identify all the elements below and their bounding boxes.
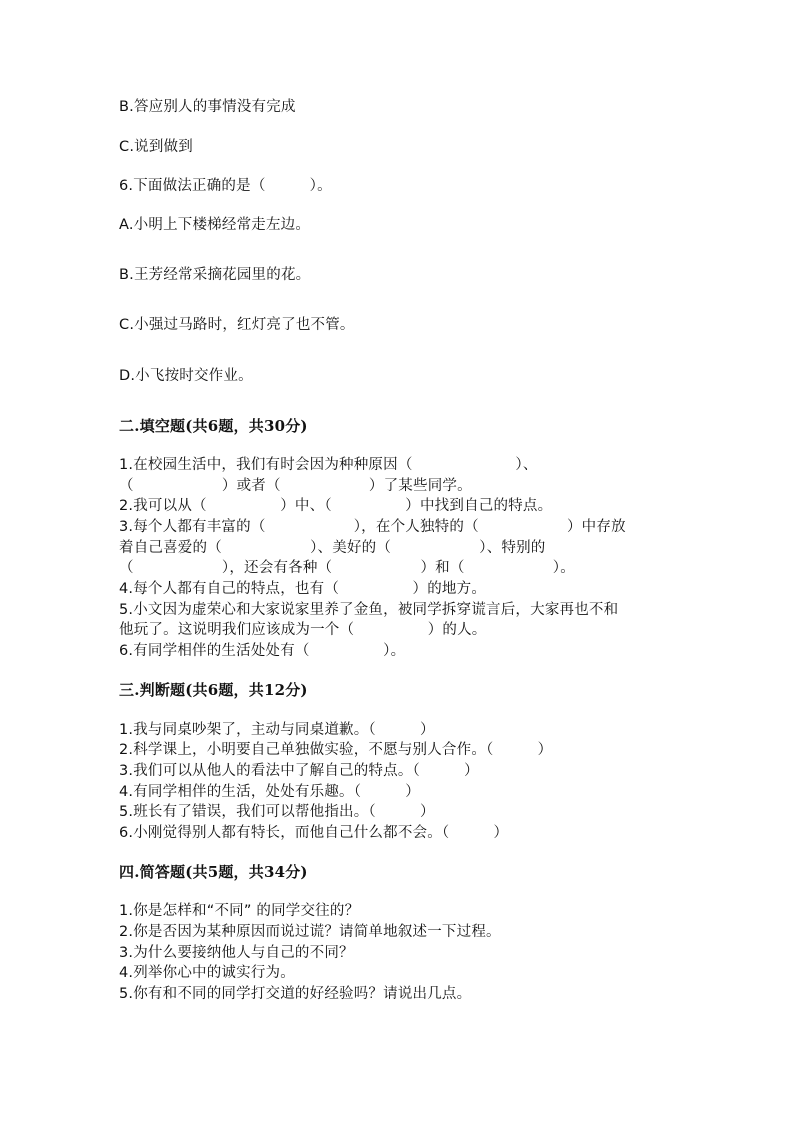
q6-option-c: C.小强过马路时，红灯亮了也不管。 [119,317,355,333]
q5-option-c: C.说到做到 [119,139,193,155]
judge-line: 4.有同学相伴的生活，处处有乐趣。（ ） [119,784,420,800]
q6-option-d: D.小飞按时交作业。 [119,368,253,384]
fill-line: 1.在校园生活中，我们有时会因为种种原因（ ）、 [119,457,538,473]
judge-line: 5.班长有了错误，我们可以帮他指出。（ ） [119,804,435,820]
fill-section-heading: 二.填空题(共6题，共30分) [119,417,308,435]
short-line: 4.列举你心中的诚实行为。 [119,965,295,981]
fill-line: 3.每个人都有丰富的（ ），在个人独特的（ ）中存放 [119,519,626,535]
short-line: 3.为什么要接纳他人与自己的不同？ [119,945,354,961]
short-line: 1.你是怎样和“不同” 的同学交往的？ [119,903,360,919]
fill-line: （ ）或者（ ）了某些同学。 [119,478,472,494]
q6-option-a: A.小明上下楼梯经常走左边。 [119,217,311,233]
fill-line: 5.小文因为虚荣心和大家说家里养了金鱼，被同学拆穿谎言后，大家再也不和 [119,602,619,618]
judge-line: 3.我们可以从他人的看法中了解自己的特点。（ ） [119,763,479,779]
judge-line: 1.我与同桌吵架了，主动与同桌道歉。（ ） [119,722,435,738]
fill-line: 4.每个人都有自己的特点，也有（ ）的地方。 [119,581,487,597]
q6-stem: 6.下面做法正确的是（ ）。 [119,178,332,194]
fill-line: 着自己喜爱的（ ）、美好的（ ）、特别的 [119,540,546,556]
judge-section-heading: 三.判断题(共6题，共12分) [119,681,308,699]
judge-line: 2.科学课上，小明要自己单独做实验，不愿与别人合作。（ ） [119,742,553,758]
fill-line: 6.有同学相伴的生活处处有（ ）。 [119,643,406,659]
judge-line: 6.小刚觉得别人都有特长，而他自己什么都不会。（ ） [119,825,509,841]
short-line: 2.你是否因为某种原因而说过谎？请简单地叙述一下过程。 [119,924,501,940]
fill-line: 2.我可以从（ ）中、（ ）中找到自己的特点。 [119,498,553,514]
short-section-heading: 四.简答题(共5题，共34分) [119,863,308,881]
fill-line: 他玩了。这说明我们应该成为一个（ ）的人。 [119,622,487,638]
q6-option-b: B.王芳经常采摘花园里的花。 [119,267,311,283]
q5-option-b: B.答应别人的事情没有完成 [119,99,296,115]
fill-line: （ ），还会有各种（ ）和（ ）。 [119,560,575,576]
short-line: 5.你有和不同的同学打交道的好经验吗？请说出几点。 [119,986,472,1002]
